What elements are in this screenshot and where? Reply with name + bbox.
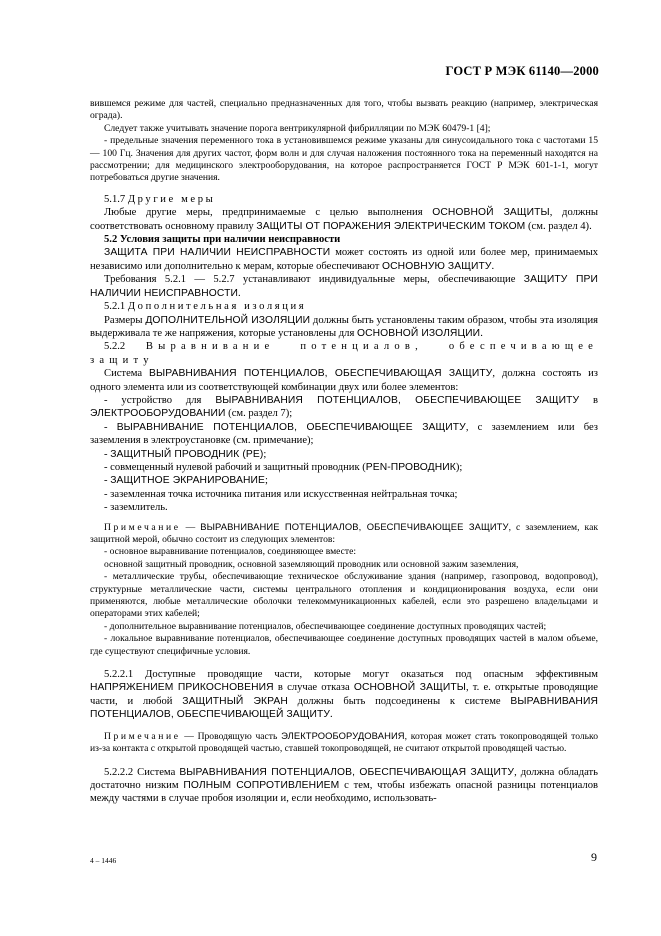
term: НАПРЯЖЕНИЕМ ПРИКОСНОВЕНИЯ	[90, 682, 274, 694]
section-number: 5.2.2.2	[104, 766, 134, 778]
list-item: - совмещенный нулевой рабочий и защитный проводник (PEN-ПРОВОДНИК);	[104, 461, 463, 473]
list-item: - ЗАЩИТНОЕ ЭКРАНИРОВАНИЕ;	[104, 475, 268, 487]
term: ЭЛЕКТРООБОРУДОВАНИЯ	[281, 729, 405, 741]
term: ВЫРАВНИВАНИЯ ПОТЕНЦИАЛОВ, ОБЕСПЕЧИВАЮЩАЯ ЗАЩИТУ	[179, 766, 515, 778]
term: ОСНОВНОЙ ИЗОЛЯЦИИ	[357, 327, 481, 339]
term: ВЫРАВНИВАНИЕ ПОТЕНЦИАЛОВ, ОБЕСПЕЧИВАЮЩЕЕ ЗАЩИТУ	[200, 520, 509, 532]
note-list-item: - локальное выравнивание потенциалов, обеспечивающее соединение доступных проводящих частей в малом объеме, где существуют специфичные условия.	[90, 633, 598, 657]
section-heading: 5.2 Условия защиты при наличии неисправности	[104, 234, 341, 246]
section-5-1-7	[90, 193, 598, 233]
list-item: - ВЫРАВНИВАНИЕ ПОТЕНЦИАЛОВ, ОБЕСПЕЧИВАЮЩЕЕ ЗАЩИТУ, с заземлением или без заземления в электроустановке (см. примечание);	[90, 421, 598, 447]
term: ПОЛНЫМ СОПРОТИВЛЕНИЕМ	[183, 779, 340, 791]
list-item: - заземленная точка источника питания или искусственная нейтральная точка;	[104, 488, 458, 500]
note-text: Примечание — ВЫРАВНИВАНИЕ ПОТЕНЦИАЛОВ, ОБЕСПЕЧИВАЮЩЕЕ ЗАЩИТУ, с заземлением, как защитной мерой, обычно состоит из следующих элементов:	[90, 520, 598, 545]
term: ОСНОВНУЮ ЗАЩИТУ	[382, 260, 492, 272]
section-number: 5.2.2.1	[104, 669, 134, 681]
term: ЗАЩИТНОЕ ЭКРАНИРОВАНИЕ	[110, 475, 266, 487]
section-text: Любые другие меры, предпринимаемые с целью выполнения ОСНОВНОЙ ЗАЩИТЫ, должны соответствовать основному правилу ЗАЩИТЫ ОТ ПОРАЖЕНИЯ ЭЛЕКТРИЧЕСКИМ ТОКОМ (см. раздел 4).	[90, 207, 598, 232]
term: ЭЛЕКТРООБОРУДОВАНИИ	[90, 408, 226, 420]
term: ЗАЩИТЫ ОТ ПОРАЖЕНИЯ ЭЛЕКТРИЧЕСКИМ ТОКОМ	[256, 220, 526, 232]
term: ЗАЩИТНЫЙ ПРОВОДНИК (РЕ)	[110, 448, 264, 460]
section-number: 5.2.1	[104, 301, 126, 313]
note-equipotential	[90, 521, 598, 658]
term: ВЫРАВНИВАНИЯ ПОТЕНЦИАЛОВ, ОБЕСПЕЧИВАЮЩЕЕ ЗАЩИТУ	[215, 394, 580, 406]
page-body	[90, 98, 598, 806]
page-number: 9	[591, 850, 597, 864]
paragraph-ac-limits: - предельные значения переменного тока в установившемся режиме указаны для синусоидального тока с частотами 15 — 100 Гц. Значения для других частот, форм волн и для случая наложения постоянного тока на переменный находятся на рассмотрении; для медицинского электрооборудования, на которое распространяется ГОСТ Р МЭК 601-1-1, могут потребоваться другие значения.	[90, 135, 598, 184]
term: PEN-ПРОВОДНИК	[365, 461, 456, 473]
term: ЗАЩИТНЫЙ ЭКРАН	[182, 695, 288, 707]
section-5-2-2-1	[90, 668, 598, 722]
section-text: ЗАЩИТА ПРИ НАЛИЧИИ НЕИСПРАВНОСТИ может состоять из одной или более мер, принимаемых независимо или дополнительно к мерам, которые обеспечивают ОСНОВНУЮ ЗАЩИТУ.	[90, 247, 598, 272]
section-text: 5.2.2.1 Доступные проводящие части, которые могут оказаться под опасным эффективным НАПРЯЖЕНИЕМ ПРИКОСНОВЕНИЯ в случае отказа ОСНОВНОЙ ЗАЩИТЫ, т. е. открытые проводящие части, и любой ЗАЩИТНЫЙ ЭКРАН должны быть подсоединены к системе ВЫРАВНИВАНИЯ ПОТЕНЦИАЛОВ, ОБЕСПЕЧИВАЮЩЕЙ ЗАЩИТУ.	[90, 669, 598, 721]
section-heading	[90, 193, 598, 206]
section-heading	[90, 300, 598, 313]
section-text: Размеры ДОПОЛНИТЕЛЬНОЙ ИЗОЛЯЦИИ должны быть установлены таким образом, чтобы эта изоляция выдерживала те же напряжения, которые установлены для ОСНОВНОЙ ИЗОЛЯЦИИ.	[90, 314, 598, 339]
section-number: 5.2.2	[104, 341, 126, 353]
paragraph-fibrillation: Следует также учитывать значение порога вентрикулярной фибрилляции по МЭК 60479-1 [4];	[104, 122, 491, 134]
term: ЗАЩИТА ПРИ НАЛИЧИИ НЕИСПРАВНОСТИ	[104, 247, 331, 259]
section-title: Дополнительная изоляция	[127, 301, 307, 313]
list-item: - устройство для ВЫРАВНИВАНИЯ ПОТЕНЦИАЛОВ, ОБЕСПЕЧИВАЮЩЕЕ ЗАЩИТУ в ЭЛЕКТРООБОРУДОВАНИИ (см. раздел 7);	[90, 394, 598, 420]
list-item: - заземлитель.	[104, 502, 168, 514]
section-text: 5.2.2.2 Система ВЫРАВНИВАНИЯ ПОТЕНЦИАЛОВ, ОБЕСПЕЧИВАЮЩАЯ ЗАЩИТУ, должна обладать достаточно низким ПОЛНЫМ СОПРОТИВЛЕНИЕМ с тем, чтобы избежать опасной разницы потенциалов между частями в случае пробоя изоляции и, если необходимо, использовать-	[90, 766, 598, 805]
section-text: Требования 5.2.1 — 5.2.7 устанавливают индивидуальные меры, обеспечивающие ЗАЩИТУ ПРИ НАЛИЧИИ НЕИСПРАВНОСТИ.	[90, 274, 598, 299]
section-heading	[90, 340, 598, 367]
note-list-item: основной защитный проводник, основной заземляющий проводник или основной зажим заземления,	[104, 558, 519, 570]
section-number: 5.1.7	[104, 193, 126, 205]
list-item: - ЗАЩИТНЫЙ ПРОВОДНИК (РЕ);	[104, 448, 267, 460]
standard-header: ГОСТ Р МЭК 61140—2000	[445, 64, 599, 78]
section-5-2-1	[90, 300, 598, 340]
note-conductive-part	[90, 730, 598, 756]
term: ВЫРАВНИВАНИЯ ПОТЕНЦИАЛОВ, ОБЕСПЕЧИВАЮЩАЯ ЗАЩИТУ	[149, 368, 493, 380]
note-list-item: - металлические трубы, обеспечивающие техническое обслуживание здания (например, газопровод, водопровод), структурные металлические части, системы центрального отопления и кондиционирования воздуха, если они применяются, любые металлические оболочки телекоммуникационных кабелей, если это разрешено владельцами и операторами этих кабелей;	[90, 571, 598, 620]
term: ОСНОВНОЙ ЗАЩИТЫ	[432, 207, 550, 219]
section-5-2	[90, 233, 598, 300]
term: ВЫРАВНИВАНИЕ ПОТЕНЦИАЛОВ, ОБЕСПЕЧИВАЮЩЕЕ ЗАЩИТУ	[116, 421, 466, 433]
note-label: Примечание	[104, 730, 181, 742]
section-title: Другие меры	[127, 193, 216, 205]
section-text: Система ВЫРАВНИВАНИЯ ПОТЕНЦИАЛОВ, ОБЕСПЕЧИВАЮЩАЯ ЗАЩИТУ, должна состоять из одного элемента или из соответствующей комбинации двух или более элементов:	[90, 368, 598, 393]
section-5-2-2-2	[90, 766, 598, 806]
note-label: Примечание	[104, 521, 181, 533]
section-title: Выравнивание потенциалов, обеспечивающее защиту	[90, 341, 599, 366]
print-order-code: 4 – 1446	[90, 856, 117, 865]
term: ВЫРАВНИВАНИЯ ПОТЕНЦИАЛОВ, ОБЕСПЕЧИВАЮЩЕЙ ЗАЩИТУ	[90, 695, 598, 721]
term: ОСНОВНОЙ ЗАЩИТЫ	[353, 682, 466, 694]
note-text: Примечание — Проводящую часть ЭЛЕКТРООБОРУДОВАНИЯ, которая может стать токопроводящей только из-за контакта с открытой проводящей частью, ставшей токопроводящей, не считают открытой проводящей частью.	[90, 729, 598, 755]
term: ДОПОЛНИТЕЛЬНОЙ ИЗОЛЯЦИИ	[145, 314, 311, 326]
section-5-2-2	[90, 340, 598, 514]
note-list-item: - основное выравнивание потенциалов, соединяющее вместе:	[104, 546, 357, 558]
term: ЗАЩИТУ ПРИ НАЛИЧИИ НЕИСПРАВНОСТИ	[90, 274, 598, 299]
paragraph-continuation: вившемся режиме для частей, специально предназначенных для того, чтобы вызвать реакцию (например, электрическая ограда).	[90, 98, 598, 122]
note-list-item: - дополнительное выравнивание потенциалов, обеспечивающее соединение доступных проводящих частей;	[104, 620, 547, 632]
